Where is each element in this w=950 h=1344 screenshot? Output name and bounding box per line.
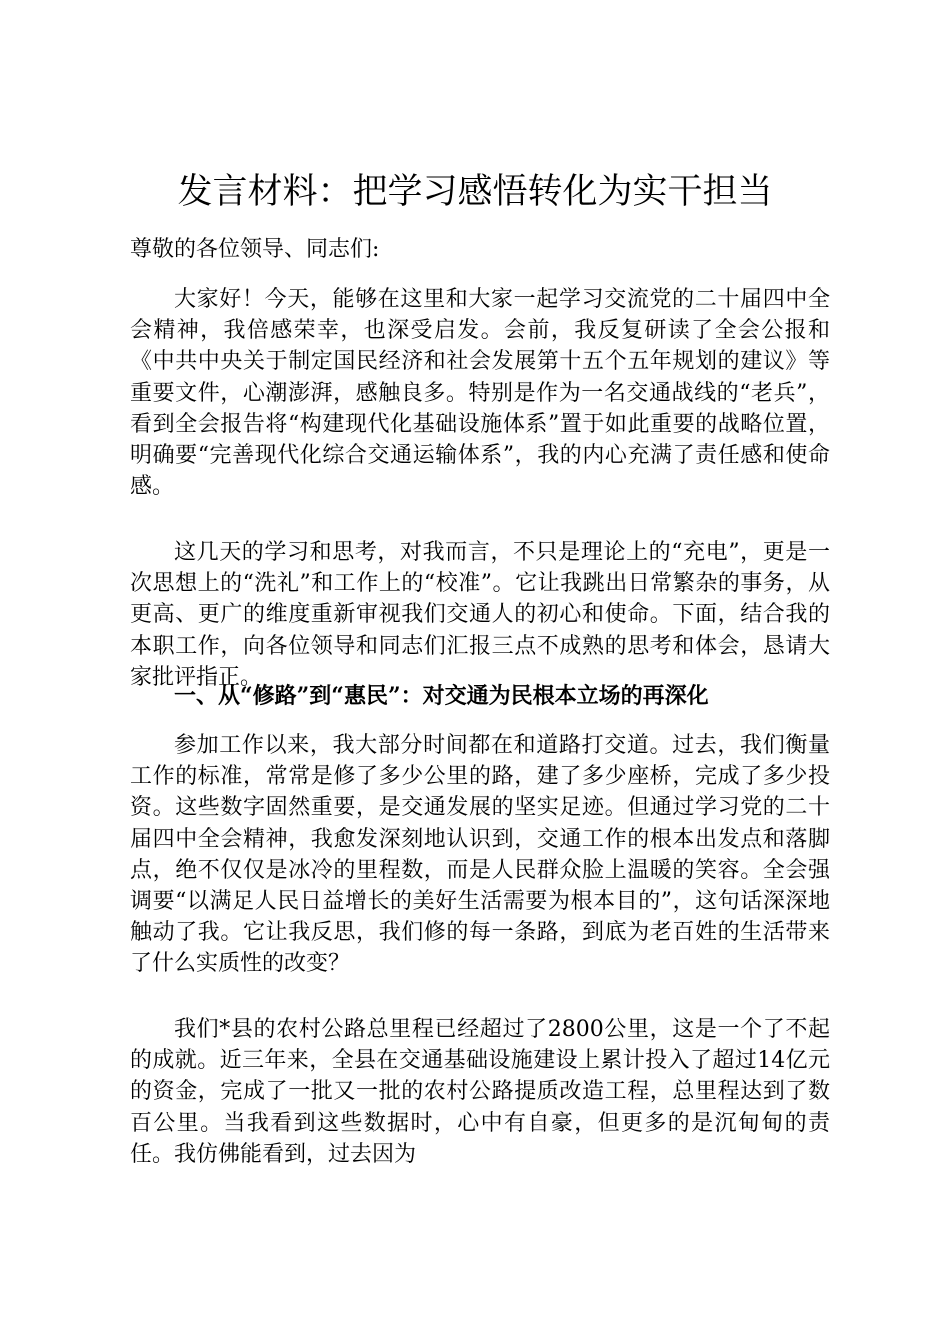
paragraph-opening: 大家好！今天，能够在这里和大家一起学习交流党的二十届四中全会精神，我倍感荣幸，也深受启发。会前，我反复研读了全会公报和《中共中央关于制定国民经济和社会发展第十五个五年规划的建议》等重要文件，心潮澎湃，感触良多。特别是作为一名交通战线的“老兵”，看到全会报告将“构建现代化基础设施体系”置于如此重要的战略位置，明确要“完善现代化综合交通运输体系”，我的内心充满了责任感和使命感。 [130,287,830,500]
salutation: 尊敬的各位领导、同志们: [130,237,380,262]
paragraph-section-one-b: 我们*县的农村公路总里程已经超过了2800公里，这是一个了不起的成就。近三年来，全县在交通基础设施建设上累计投入了超过14亿元的资金，完成了一批又一批的农村公路提质改造工程，总里程达到了数百公里。当我看到这些数据时，心中有自豪，但更多的是沉甸甸的责任。我仿佛能看到，过去因为 [130,1017,830,1167]
document-title: 发言材料：把学习感悟转化为实干担当 [177,172,773,212]
paragraph-reflection: 这几天的学习和思考，对我而言，不只是理论上的“充电”，更是一次思想上的“洗礼”和工作上的“校准”。它让我跳出日常繁杂的事务，从更高、更广的维度重新审视我们交通人的初心和使命。下面，结合我的本职工作，向各位领导和同志们汇报三点不成熟的思考和体会，恳请大家批评指正。 [130,540,830,690]
paragraph-section-one-a: 参加工作以来，我大部分时间都在和道路打交道。过去，我们衡量工作的标准，常常是修了多少公里的路，建了多少座桥，完成了多少投资。这些数字固然重要，是交通发展的坚实足迹。但通过学习党的二十届四中全会精神，我愈发深刻地认识到，交通工作的根本出发点和落脚点，绝不仅仅是冰冷的里程数，而是人民群众脸上温暖的笑容。全会强调要“以满足人民日益增长的美好生活需要为根本目的”，这句话深深地触动了我。它让我反思，我们修的每一条路，到底为老百姓的生活带来了什么实质性的改变？ [130,733,830,977]
section-heading-one: 一、从“修路”到“惠民”：对交通为民根本立场的再深化 [174,683,709,709]
